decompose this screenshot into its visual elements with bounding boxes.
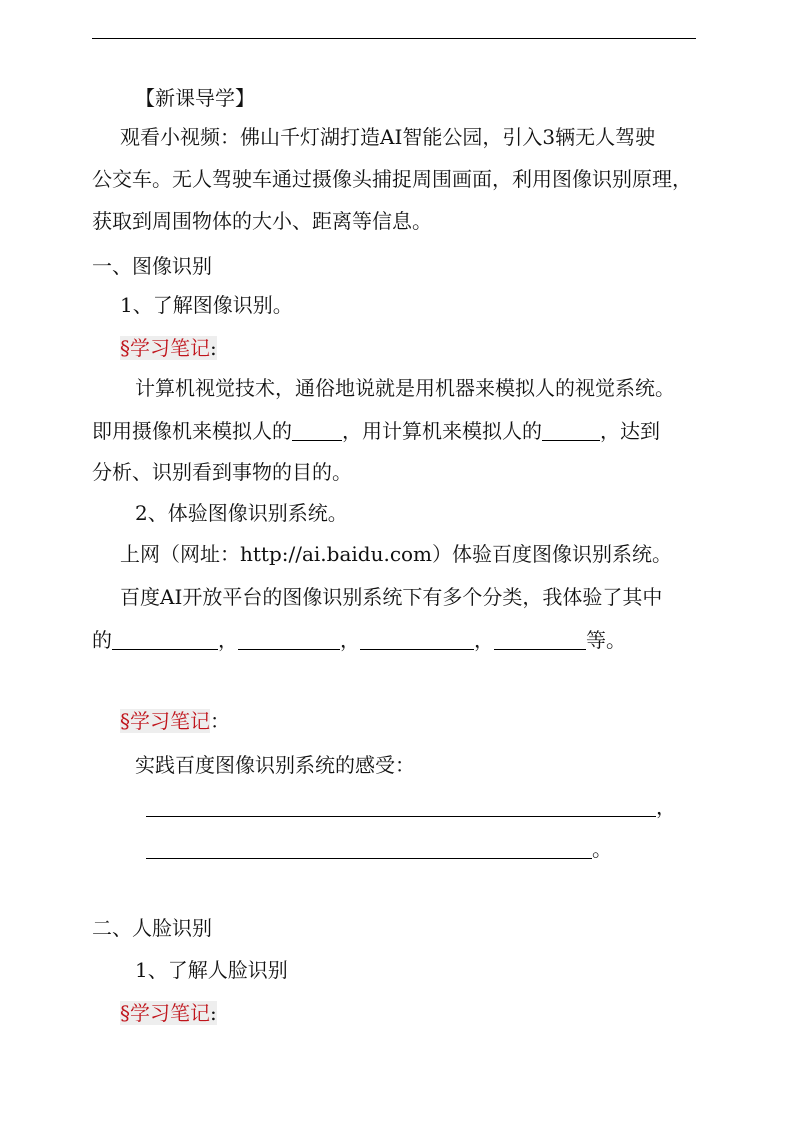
section-symbol: § bbox=[120, 709, 130, 733]
feeling-line-2 bbox=[146, 836, 612, 862]
section-title-image-recognition: 一、图像识别 bbox=[92, 254, 212, 278]
blank-feeling-2[interactable] bbox=[146, 838, 592, 859]
blank-category-3[interactable] bbox=[360, 629, 474, 650]
note-text-part-2: ，用计算机来模拟人的 bbox=[342, 419, 542, 443]
feeling-end-2: 。 bbox=[592, 837, 612, 861]
section-heading-guide: 【新课导学】 bbox=[135, 86, 255, 110]
note-text-line-2 bbox=[92, 418, 660, 444]
intro-line-1: 观看小视频：佛山千灯湖打造AI智能公园，引入3辆无人驾驶 bbox=[120, 125, 656, 149]
study-note-label-2 bbox=[120, 708, 230, 734]
study-note-text: 学习笔记 bbox=[130, 709, 210, 733]
study-note-label bbox=[120, 335, 217, 361]
section-symbol: § bbox=[120, 1001, 130, 1025]
note-text-line-3: 分析、识别看到事物的目的。 bbox=[92, 460, 352, 484]
feeling-end-1: ， bbox=[656, 795, 676, 819]
category-line-2 bbox=[92, 627, 626, 653]
blank-eye[interactable] bbox=[292, 420, 342, 441]
study-note-label-3 bbox=[120, 1000, 217, 1026]
study-note-text: 学习笔记 bbox=[130, 1001, 210, 1025]
header-rule bbox=[92, 38, 696, 39]
note-colon: ： bbox=[210, 709, 230, 733]
section-title-face-recognition: 二、人脸识别 bbox=[92, 916, 212, 940]
item-understand-face-recognition: 1、了解人脸识别 bbox=[135, 958, 288, 982]
blank-category-2[interactable] bbox=[238, 629, 340, 650]
note-colon: : bbox=[210, 336, 217, 360]
note-text-part-3: ，达到 bbox=[600, 419, 660, 443]
section-symbol: § bbox=[120, 336, 130, 360]
note-text-part-1: 即用摄像机来模拟人的 bbox=[92, 419, 292, 443]
blank-category-4[interactable] bbox=[494, 629, 586, 650]
comma-3: ， bbox=[474, 628, 494, 652]
blank-category-1[interactable] bbox=[112, 629, 218, 650]
comma-1: ， bbox=[218, 628, 238, 652]
note-colon: : bbox=[210, 1001, 217, 1025]
category-line-1: 百度AI开放平台的图像识别系统下有多个分类，我体验了其中 bbox=[120, 585, 663, 609]
feeling-label: 实践百度图像识别系统的感受： bbox=[135, 753, 415, 777]
website-line: 上网（网址：http://ai.baidu.com）体验百度图像识别系统。 bbox=[120, 542, 673, 566]
comma-2: ， bbox=[340, 628, 360, 652]
note-text-line-1: 计算机视觉技术，通俗地说就是用机器来模拟人的视觉系统。 bbox=[135, 376, 675, 400]
blank-feeling-1[interactable] bbox=[146, 796, 656, 817]
blank-brain[interactable] bbox=[542, 420, 600, 441]
item-understand-image-recognition: 1、了解图像识别。 bbox=[120, 293, 293, 317]
category-suffix: 等。 bbox=[586, 628, 626, 652]
category-prefix: 的 bbox=[92, 628, 112, 652]
item-experience-system: 2、体验图像识别系统。 bbox=[135, 501, 348, 525]
intro-line-3: 获取到周围物体的大小、距离等信息。 bbox=[92, 209, 432, 233]
intro-line-2: 公交车。无人驾驶车通过摄像头捕捉周围画面，利用图像识别原理， bbox=[92, 167, 692, 191]
feeling-line-1 bbox=[146, 794, 676, 820]
study-note-text: 学习笔记 bbox=[130, 336, 210, 360]
